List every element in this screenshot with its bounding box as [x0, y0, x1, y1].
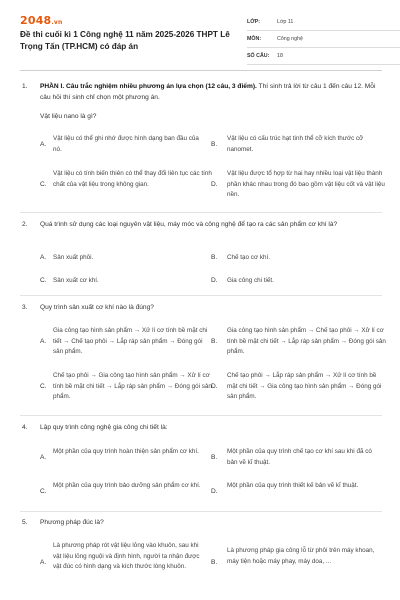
- logo-text: 2048: [20, 14, 52, 27]
- document-header: [20, 14, 382, 62]
- option-text[interactable]: Vật liệu có tính biến thiên có thể thay đổi liên tục các tính chất của vật liệu trong không gian.: [53, 170, 212, 188]
- option-text[interactable]: Một phần của quy trình hoàn thiện sản phẩm cơ khí.: [53, 448, 199, 455]
- option-letter[interactable]: B.: [211, 338, 218, 345]
- option-letter[interactable]: B.: [211, 559, 218, 566]
- question-divider: [20, 212, 382, 213]
- option-letter[interactable]: B.: [211, 254, 218, 261]
- option-text[interactable]: Một phần của quy trình chế tạo cơ khí sau khi đã có bản vẽ kĩ thuật.: [227, 448, 372, 466]
- option-text[interactable]: Vật liệu có thể ghi nhớ được hình dạng ban đầu của nó.: [53, 135, 199, 153]
- meta-row-class: [247, 14, 400, 31]
- option-letter[interactable]: A.: [40, 338, 47, 345]
- question-divider: [20, 295, 382, 296]
- option-letter[interactable]: D.: [211, 488, 218, 495]
- header-divider: [20, 70, 382, 71]
- option-letter[interactable]: C.: [40, 277, 47, 284]
- option-text[interactable]: Là phương pháp gia công lỗ từ phôi trên máy khoan, máy tiện hoặc máy phay, máy doa, ...: [227, 547, 375, 565]
- meta-value: Công nghệ: [277, 36, 303, 42]
- meta-value: Lớp 11: [277, 19, 294, 25]
- option-text[interactable]: Gia công tạo hình sản phẩm → Xử lí cơ tính bề mặt chi tiết → Chế tạo phôi → Lắp ráp sản phẩm → Đóng gói sản phẩm.: [53, 327, 208, 355]
- option-letter[interactable]: C.: [40, 181, 47, 188]
- question-number: 2.: [22, 221, 28, 228]
- question-stem: Quy trình sản xuất cơ khí nào là đúng?: [40, 304, 154, 311]
- option-letter[interactable]: D.: [211, 383, 218, 390]
- option-letter[interactable]: A.: [40, 141, 47, 148]
- question-number: 3.: [22, 304, 28, 311]
- meta-row-question-count: [247, 48, 400, 65]
- meta-value: 18: [277, 53, 283, 59]
- question-number: 4.: [22, 424, 28, 431]
- site-logo[interactable]: [20, 14, 62, 27]
- question-stem: [40, 82, 380, 103]
- option-text[interactable]: Gia công tạo hình sản phẩm → Chế tạo phôi → Xử lí cơ tính bề mặt chi tiết → Lắp ráp sản phẩm → Đóng gói sản phẩm.: [227, 327, 386, 355]
- option-text[interactable]: Chế tạo phôi → Gia công tạo hình sản phẩm → Xử lí cơ tính bề mặt chi tiết → Lắp ráp sản phẩm → Đóng gói sản phẩm.: [53, 372, 212, 400]
- option-text[interactable]: Chế tạo cơ khí.: [227, 254, 270, 261]
- option-text[interactable]: Sản xuất cơ khí.: [53, 277, 99, 284]
- option-letter[interactable]: A.: [40, 559, 47, 566]
- section-heading: PHẦN I. Câu trắc nghiệm nhiều phương án lựa chọn (12 câu, 3 điểm).: [40, 83, 257, 90]
- document-title: Đề thi cuối kì 1 Công nghệ 11 năm 2025-2026 THPT Lê Trọng Tấn (TP.HCM) có đáp án: [20, 30, 230, 51]
- logo-suffix: .vn: [51, 19, 63, 26]
- question-stem: Lập quy trình công nghệ gia công chi tiết là:: [40, 424, 168, 431]
- question-stem: Quá trình sử dụng các loại nguyên vật liệu, máy móc và công nghệ để tạo ra các sản phẩm cơ khí là?: [40, 221, 338, 228]
- option-text[interactable]: Chế tạo phôi → Lắp ráp sản phẩm → Xử lí cơ tính bề mặt chi tiết → Gia công tạo hình sản phẩm → Đóng gói sản phẩm.: [227, 372, 382, 400]
- meta-label: SỐ CÂU:: [247, 53, 270, 59]
- option-text[interactable]: Sản xuất phôi.: [53, 254, 94, 261]
- option-text[interactable]: Gia công chi tiết.: [227, 277, 274, 284]
- option-text[interactable]: Vật liệu có cấu trúc hạt tinh thể cỡ kích thước cỡ nanomet.: [227, 135, 364, 153]
- option-text[interactable]: Là phương pháp rót vật liệu lỏng vào khuôn, sau khi vật liệu lỏng nguội và định hình, người ta nhận được vật đúc có hình dạng và kích thước lòng khuôn.: [53, 542, 200, 570]
- question-stem: Phương pháp đúc là?: [40, 519, 104, 526]
- option-letter[interactable]: D.: [211, 277, 218, 284]
- exam-meta-table: [247, 14, 400, 65]
- question-number: 1.: [22, 83, 28, 90]
- option-letter[interactable]: B.: [211, 454, 218, 461]
- option-letter[interactable]: B.: [211, 141, 218, 148]
- option-text[interactable]: Một phần của quy trình bảo dưỡng sản phẩm cơ khí.: [53, 482, 201, 489]
- meta-label: LỚP:: [247, 19, 261, 25]
- question-prompt: Vật liệu nano là gì?: [40, 113, 97, 120]
- option-text[interactable]: Một phần của quy trình thiết kế bản vẽ kĩ thuật.: [227, 482, 359, 489]
- meta-label: MÔN:: [247, 36, 262, 42]
- option-letter[interactable]: D.: [211, 181, 218, 188]
- option-letter[interactable]: A.: [40, 254, 47, 261]
- question-divider: [20, 415, 382, 416]
- question-number: 5.: [22, 519, 28, 526]
- option-letter[interactable]: A.: [40, 454, 47, 461]
- section-instructions: Thí sinh trả lời từ câu 1 đến câu 12. Mỗi câu hỏi thí sinh chỉ chọn một phương án.: [40, 83, 376, 101]
- option-letter[interactable]: C.: [40, 383, 47, 390]
- option-text[interactable]: Vật liệu được tổ hợp từ hai hay nhiều loại vật liệu thành phần khác nhau trong đó bao gồm vật liệu cốt và vật liệu nền.: [227, 170, 385, 198]
- option-letter[interactable]: C.: [40, 488, 47, 495]
- meta-row-subject: [247, 31, 400, 48]
- question-divider: [20, 511, 382, 512]
